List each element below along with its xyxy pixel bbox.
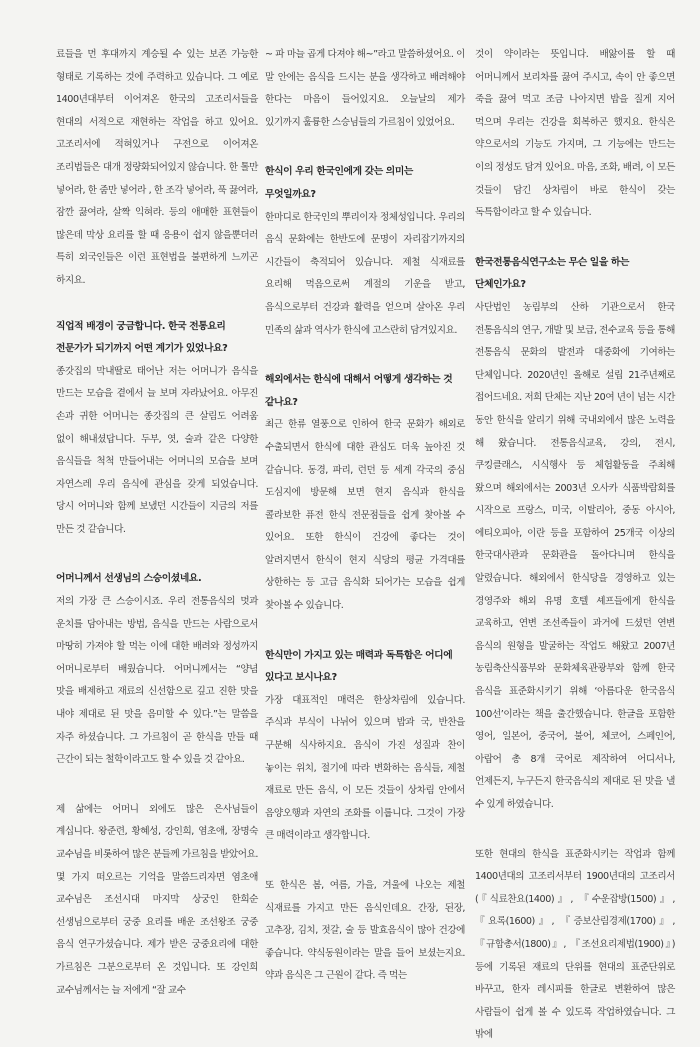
spacer <box>56 772 258 799</box>
interview-answer: 사단법인 농림부의 산하 기관으로서 한국 전통음식의 연구, 개발 및 보급, 전수교육 등을 통해 전통음식 문화의 발전과 대중화에 기여하는 단체입니다. 2020년인 올해로 설립 21주년째로 접어드네요. 저희 단체는 지난 20여 년이 넘는 시간 동안 한식을 알리기 위해 국내외에서 많은 노력을 해 왔습니다. 전통음식교육, 강의, 전시, 쿠킹클래스, 시식행사 등 체험활동을 주최해 왔으며 해외에서는 2003년 오사카 식품박람회를 시작으로 프랑스, 미국, 이탈리아, 중동 아시아, 에티오피아, 이란 등을 포함하여 25개국 이상의 한국대사관과 문화관을 돌아다니며 한식을 알렸습니다. 해외에서 한식당을 경영하고 있는 경영주와 해외 유명 호텔 셰프들에게 한식을 교육하고, 연변 조선족들이 과거에 드셨던 연변 음식의 원형을 발굴하는 작업도 해왔고 2007년 농림축산식품부와 문화체육관광부와 함께 한국 음식을 표준화시키기 위해 ‘아름다운 한국음식 100선’이라는 책을 출간했습니다. 한글을 포함한 영어, 일본어, 중국어, 불어, 체코어, 스페인어, 아랍어 총 8개 국어로 제작하여 어디서나, 언제든지, 누구든지 한국음식의 제대로 된 맛을 낼 수 있게 하였습니다. <box>475 301 675 810</box>
interview-answer: 한마디로 한국인의 뿌리이자 정체성입니다. 우리의 음식 문화에는 한반도에 문명이 자리잡기까지의 시간들이 축적되어 있습니다. 제철 식재료를 요리해 먹음으로써 계절의 기운을 받고, 음식으로부터 건강과 활력을 얻으며 살아온 우리 민족의 삶과 역사가 한식에 고스란히 담겨있지요. <box>265 211 465 336</box>
article-column-2 <box>265 44 465 988</box>
interview-question: 한식만이 가지고 있는 매력과 독특함은 어디에 있다고 보시나요? <box>265 649 453 684</box>
interview-answer: 최근 한류 열풍으로 인하여 한국 문화가 해외로 수출되면서 한식에 대한 관심도 더욱 높아진 것 같습니다. 동경, 파리, 런던 등 세계 각국의 중심 도심지에 방문해 보면 현지 음식과 한식을 콜라보한 퓨전 한식 전문점들을 쉽게 찾아볼 수 있어요. 또한 한식이 건강에 좋다는 것이 알려지면서 한식이 현지 식당의 평균 가격대를 상한하는 등 고급 음식화 되어가는 모습을 쉽게 찾아볼 수 있습니다. <box>265 419 465 612</box>
interview-answer: 또한 현대의 한식을 표준화시키는 작업과 함께 1400년대의 고조리서부터 1900년대의 고조리서 (『식료찬요(1400)』, 『수운잡방(1500)』, 『요록(1600)』, 『증보산림경제(1700)』, 『규합총서(1800)』, 『조선요리제법(1900)』) 등에 기록된 재료의 단위를 현대의 표준단위로 바꾸고, 한자 레시피를 한글로 변환하여 많은 사람들이 쉽게 볼 수 있도록 작업하였습니다. 그 밖에 <box>475 848 675 1041</box>
spacer <box>265 618 465 645</box>
spacer <box>475 817 675 844</box>
article-column-3 <box>475 44 675 1047</box>
spacer <box>56 541 258 568</box>
interview-answer: 가장 대표적인 매력은 한상차림에 있습니다. 주식과 부식이 나뉘어 있으며 밥과 국, 반찬을 구분해 식사하지요. 음식이 가진 성질과 찬이 놓이는 위치, 절기에 따라 변화하는 음식들, 제철 재료로 만든 음식, 이 모든 것들이 상차림 안에서 음양오행과 자연의 조화를 이룹니다. 그것이 가장 큰 매력이라고 생각합니다. <box>265 694 465 842</box>
interview-question: 한국전통음식연구소는 무슨 일을 하는 단체인가요? <box>475 256 630 291</box>
interview-answer: 저의 가장 큰 스승이시죠. 우리 전통음식의 멋과 운치를 담아내는 방법, 음식을 만드는 사람으로서 마땅히 가져야 할 먹는 이에 대한 배려와 정성까지 어머니로부터 배웠습니다. 어머니께서는 “양념 맛을 배제하고 재료의 신선함으로 깊고 진한 맛을 내야 제대로 된 맛을 음미할 수 있다.”는 말씀을 자주 하셨습니다. 그 가르침이 곧 한식을 만들 때 근간이 되는 철학이라고도 할 수 있을 것 같아요. <box>56 596 258 766</box>
interview-answer: 종갓집의 막내딸로 태어난 저는 어머니가 음식을 만드는 모습을 곁에서 늘 보며 자라났어요. 아무진 손과 귀한 어머니는 종갓집의 큰 살림도 어려움 없이 해내셨답니다. 두부, 엿, 술과 같은 다양한 음식들을 척척 만들어내는 어머니의 모습을 보며 자연스레 우리 음식에 관심을 갖게 되었습니다. 당시 어머니와 함께 보냈던 시간들이 지금의 저를 만든 것 같습니다. <box>56 365 258 535</box>
spacer <box>265 134 465 161</box>
spacer <box>265 342 465 369</box>
interview-question: 한식이 우리 한국인에게 갖는 의미는 무엇일까요? <box>265 166 413 200</box>
paragraph: 것이 약이라는 뜻입니다. 배앓이를 할 때 어머니께서 보리차를 끓여 주시고, 속이 안 좋으면 죽을 끓여 먹고 조금 나아지면 밥을 질게 지어 먹으며 우리는 건강을 회복하곤 했지요. 한식은 약으로서의 기능도 가지며, 그 기능에는 만드는 이의 정성도 담겨 있어요. 마음, 조화, 배려, 이 모든 것들이 담긴 상차림이 바로 한식이 갖는 독특함이라고 할 수 있습니다. <box>475 49 675 219</box>
spacer <box>265 848 465 875</box>
spacer <box>56 293 258 316</box>
interview-question: 직업적 배경이 궁금합니다. 한국 전통요리 전문가가 되기까지 어떤 계기가 있었나요? <box>56 320 228 355</box>
article-column-1 <box>56 44 258 1002</box>
paragraph: ~ 파 마늘 곱게 다져야 해~”라고 말씀하셨어요. 이 말 안에는 음식을 드시는 분을 생각하고 배려해야 한다는 마음이 들어있지요. 오늘날의 제가 있기까지 훌륭한 스승님들의 가르침이 있었어요. <box>265 49 465 128</box>
spacer <box>475 225 675 252</box>
interview-answer: 제 삶에는 어머니 외에도 많은 은사님들이 계십니다. 왕준련, 황혜성, 강인희, 염초애, 장명숙 교수님을 비롯하여 많은 분들께 가르침을 받았어요. 몇 가지 떠오르는 기억을 말씀드리자면 염초애 교수님은 조선시대 마지막 상궁인 한희순 선생님으로부터 궁중 요리를 배운 조선왕조 궁중 음식 연구가셨습니다. 제가 받은 궁중요리에 대한 가르침은 그분으로부터 온 것입니다. 또 강인희 교수님께서는 늘 저에게 “잘 교수 <box>56 803 258 996</box>
interview-question: 해외에서는 한식에 대해서 어떻게 생각하는 것 같나요? <box>265 374 453 408</box>
paragraph: 료들을 먼 후대까지 계승될 수 있는 보존 가능한 형태로 기록하는 것에 주력하고 있습니다. 그 예로 1400년대부터 이어져온 한국의 고조리서들을 현대의 서적으로 재현하는 작업을 하고 있어요. 고조리서에 적혀있거나 구전으로 이어져온 조리법들은 대개 정량화되어있지 않습니다. 한 톨만 넣어라, 한 줌만 넣어라 , 한 조각 넣어라, 푹 끓여라, 잠깐 끓여라, 살짝 익혀라. 등의 애매한 표현들이 많은데 막상 요리를 할 때 응용이 쉽지 않을뿐더러 특히 외국인들은 이런 표현법을 불편하게 느끼곤 하지요. <box>56 49 258 286</box>
interview-question: 어머니께서 선생님의 스승이셨네요. <box>56 573 202 585</box>
interview-answer: 또 한식은 봄, 여름, 가을, 겨울에 나오는 제철 식재료를 가지고 만든 음식인데요. 간장, 된장, 고추장, 김치, 젓갈, 술 등 발효음식이 많아 건강에 좋습니다. 약식동원이라는 말을 들어 보셨는지요. 약과 음식은 그 근원이 같다. 즉 먹는 <box>265 880 465 982</box>
